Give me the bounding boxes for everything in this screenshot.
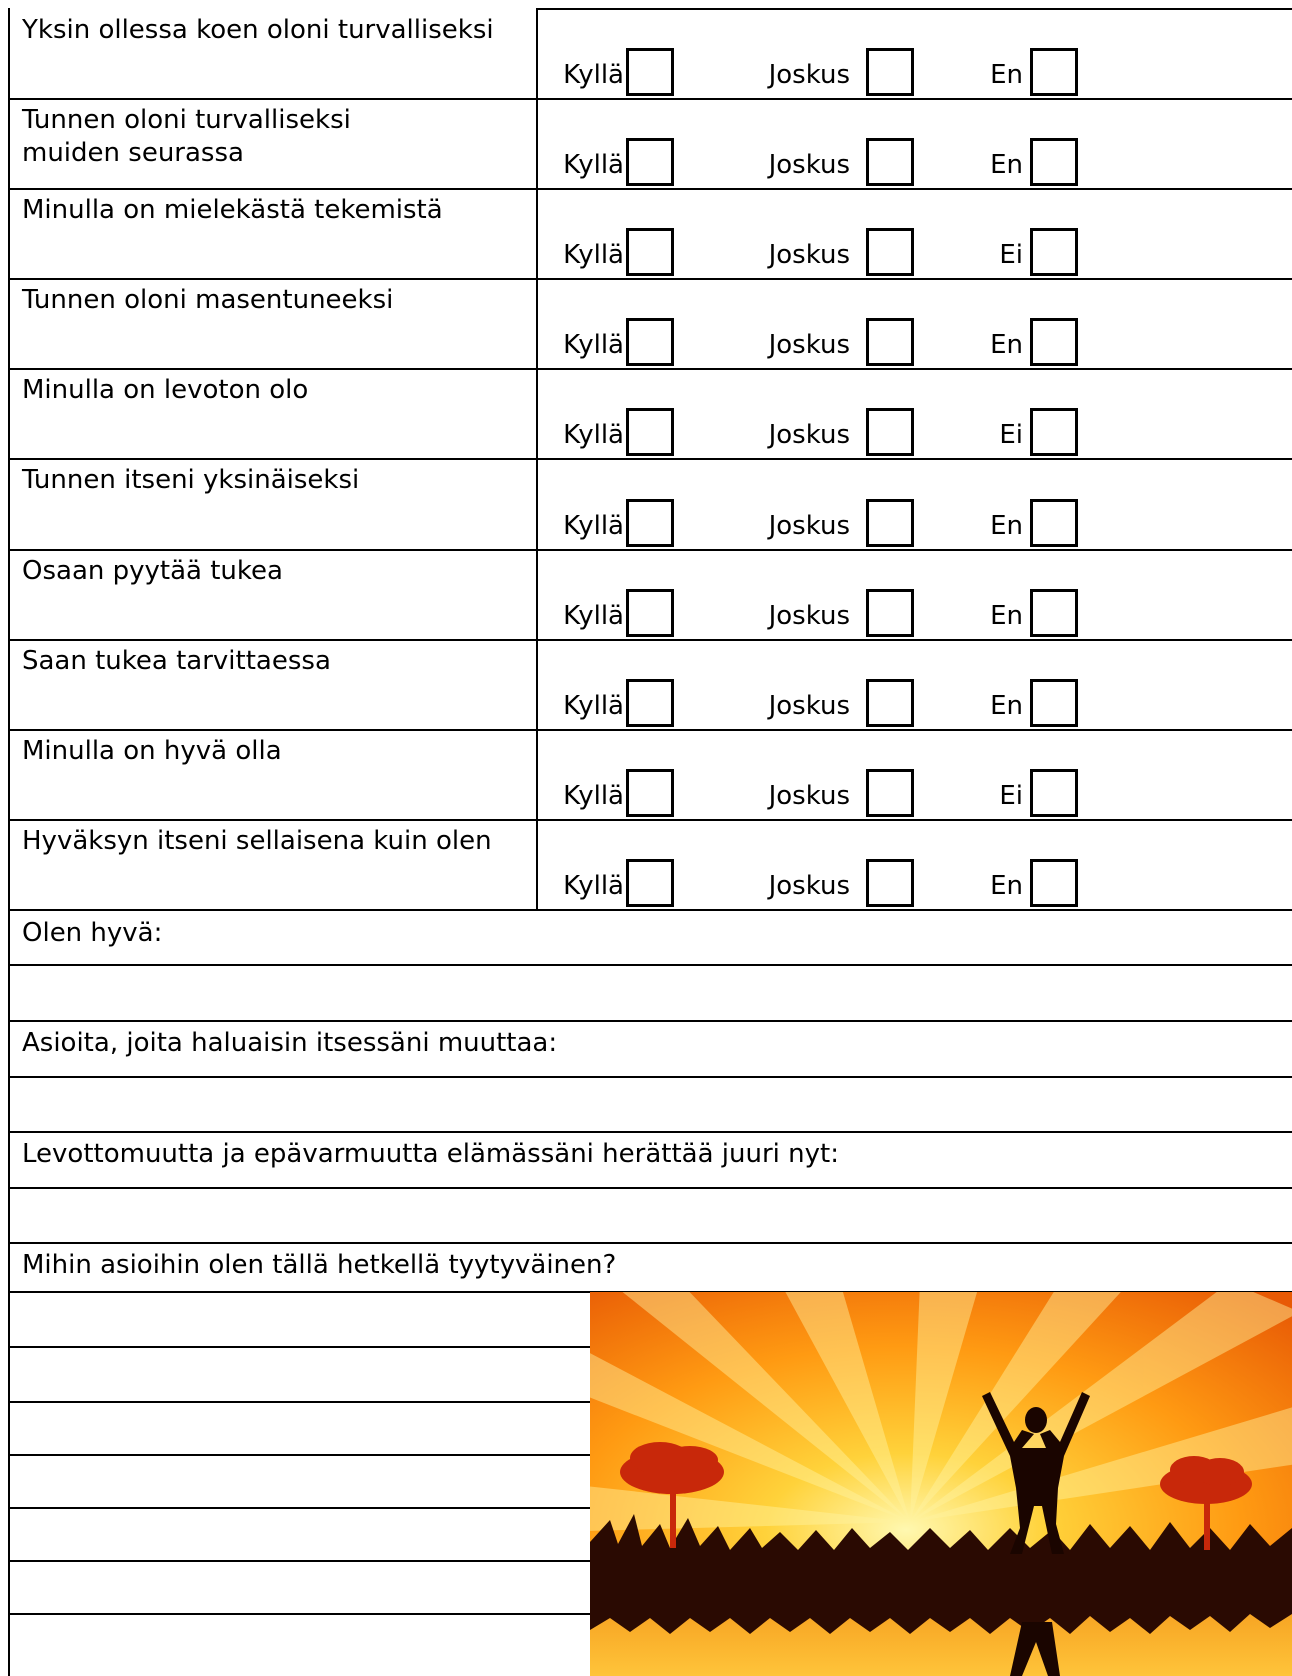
option-label-sometimes: Joskus bbox=[768, 150, 850, 180]
table-rule bbox=[8, 1507, 590, 1509]
question-label: Hyväksyn itseni sellaisena kuin olen bbox=[22, 826, 492, 856]
option-label-no: En bbox=[990, 511, 1023, 541]
answer-line[interactable] bbox=[8, 1191, 1292, 1241]
option-label-sometimes: Joskus bbox=[768, 330, 850, 360]
option-label-yes: Kyllä bbox=[563, 871, 624, 901]
option-label-sometimes: Joskus bbox=[768, 420, 850, 450]
option-label-no: En bbox=[990, 330, 1023, 360]
writing-line[interactable] bbox=[8, 1296, 588, 1344]
open-question-label: Mihin asioihin olen tällä hetkellä tyytyväinen? bbox=[22, 1250, 617, 1280]
question-label: Osaan pyytää tukea bbox=[22, 556, 283, 586]
checkbox-no[interactable] bbox=[1030, 499, 1078, 547]
open-question-label: Olen hyvä: bbox=[22, 918, 163, 948]
question-label: Minulla on mielekästä tekemistä bbox=[22, 195, 443, 225]
checkbox-yes[interactable] bbox=[626, 48, 674, 96]
option-label-sometimes: Joskus bbox=[768, 691, 850, 721]
checkbox-sometimes[interactable] bbox=[866, 769, 914, 817]
checkbox-sometimes[interactable] bbox=[866, 228, 914, 276]
question-label: Tunnen itseni yksinäiseksi bbox=[22, 465, 360, 495]
open-question-label: Levottomuutta ja epävarmuutta elämässäni herättää juuri nyt: bbox=[22, 1139, 839, 1169]
question-label: Saan tukea tarvittaessa bbox=[22, 646, 331, 676]
checkbox-no[interactable] bbox=[1030, 138, 1078, 186]
option-label-yes: Kyllä bbox=[563, 691, 624, 721]
sunrise-silhouette-image bbox=[590, 1292, 1292, 1676]
option-label-no: Ei bbox=[999, 240, 1023, 270]
writing-line[interactable] bbox=[8, 1458, 588, 1506]
table-rule bbox=[8, 1020, 1292, 1022]
checkbox-no[interactable] bbox=[1030, 48, 1078, 96]
option-label-no: En bbox=[990, 60, 1023, 90]
table-rule bbox=[538, 8, 1292, 10]
option-label-yes: Kyllä bbox=[563, 240, 624, 270]
question-label: Yksin ollessa koen oloni turvalliseksi bbox=[22, 15, 494, 45]
question-label: Tunnen oloni masentuneeksi bbox=[22, 285, 394, 315]
table-rule bbox=[8, 549, 1292, 551]
checkbox-no[interactable] bbox=[1030, 408, 1078, 456]
question-label: Tunnen oloni turvalliseksi muiden seurassa bbox=[22, 105, 351, 168]
table-rule bbox=[8, 1560, 590, 1562]
option-label-no: Ei bbox=[999, 420, 1023, 450]
checkbox-no[interactable] bbox=[1030, 228, 1078, 276]
option-label-no: En bbox=[990, 150, 1023, 180]
option-label-sometimes: Joskus bbox=[768, 871, 850, 901]
table-rule bbox=[8, 188, 1292, 190]
checkbox-sometimes[interactable] bbox=[866, 318, 914, 366]
question-label: Minulla on levoton olo bbox=[22, 375, 309, 405]
option-label-sometimes: Joskus bbox=[768, 781, 850, 811]
writing-line[interactable] bbox=[8, 1350, 588, 1398]
answer-line[interactable] bbox=[8, 968, 1292, 1018]
table-rule bbox=[8, 1613, 590, 1615]
answer-line[interactable] bbox=[8, 1080, 1292, 1130]
checkbox-sometimes[interactable] bbox=[866, 499, 914, 547]
option-label-sometimes: Joskus bbox=[768, 511, 850, 541]
checkbox-yes[interactable] bbox=[626, 589, 674, 637]
checkbox-no[interactable] bbox=[1030, 589, 1078, 637]
question-label: Minulla on hyvä olla bbox=[22, 736, 282, 766]
option-label-no: En bbox=[990, 871, 1023, 901]
table-rule bbox=[8, 1454, 590, 1456]
option-label-yes: Kyllä bbox=[563, 150, 624, 180]
option-label-sometimes: Joskus bbox=[768, 240, 850, 270]
checkbox-yes[interactable] bbox=[626, 859, 674, 907]
open-question-label: Asioita, joita haluaisin itsessäni muuttaa: bbox=[22, 1028, 558, 1058]
table-rule bbox=[8, 1187, 1292, 1189]
option-label-yes: Kyllä bbox=[563, 60, 624, 90]
writing-line[interactable] bbox=[8, 1617, 588, 1665]
table-rule bbox=[8, 98, 1292, 100]
checkbox-sometimes[interactable] bbox=[866, 859, 914, 907]
option-label-yes: Kyllä bbox=[563, 511, 624, 541]
checkbox-yes[interactable] bbox=[626, 679, 674, 727]
checkbox-yes[interactable] bbox=[626, 408, 674, 456]
checkbox-no[interactable] bbox=[1030, 318, 1078, 366]
table-column-divider bbox=[536, 8, 538, 910]
writing-line[interactable] bbox=[8, 1511, 588, 1559]
table-rule bbox=[8, 458, 1292, 460]
option-label-yes: Kyllä bbox=[563, 420, 624, 450]
table-rule bbox=[8, 819, 1292, 821]
checkbox-no[interactable] bbox=[1030, 679, 1078, 727]
table-rule bbox=[8, 1076, 1292, 1078]
table-rule bbox=[8, 1346, 590, 1348]
table-rule bbox=[8, 729, 1292, 731]
checkbox-sometimes[interactable] bbox=[866, 589, 914, 637]
table-rule bbox=[8, 1131, 1292, 1133]
checkbox-yes[interactable] bbox=[626, 318, 674, 366]
checkbox-no[interactable] bbox=[1030, 769, 1078, 817]
checkbox-yes[interactable] bbox=[626, 769, 674, 817]
table-rule bbox=[8, 964, 1292, 966]
option-label-sometimes: Joskus bbox=[768, 601, 850, 631]
checkbox-yes[interactable] bbox=[626, 228, 674, 276]
option-label-yes: Kyllä bbox=[563, 601, 624, 631]
checkbox-sometimes[interactable] bbox=[866, 138, 914, 186]
option-label-no: En bbox=[990, 691, 1023, 721]
option-label-no: Ei bbox=[999, 781, 1023, 811]
checkbox-sometimes[interactable] bbox=[866, 408, 914, 456]
option-label-no: En bbox=[990, 601, 1023, 631]
checkbox-no[interactable] bbox=[1030, 859, 1078, 907]
option-label-sometimes: Joskus bbox=[768, 60, 850, 90]
option-label-yes: Kyllä bbox=[563, 330, 624, 360]
checkbox-yes[interactable] bbox=[626, 138, 674, 186]
table-rule bbox=[8, 368, 1292, 370]
checkbox-yes[interactable] bbox=[626, 499, 674, 547]
table-rule bbox=[8, 1242, 1292, 1244]
table-rule bbox=[8, 278, 1292, 280]
questionnaire-sheet bbox=[8, 8, 1292, 1676]
writing-line[interactable] bbox=[8, 1405, 588, 1453]
table-rule bbox=[8, 1401, 590, 1403]
table-rule bbox=[8, 639, 1292, 641]
option-label-yes: Kyllä bbox=[563, 781, 624, 811]
checkbox-sometimes[interactable] bbox=[866, 679, 914, 727]
writing-line[interactable] bbox=[8, 1564, 588, 1612]
checkbox-sometimes[interactable] bbox=[866, 48, 914, 96]
table-rule bbox=[8, 909, 1292, 911]
